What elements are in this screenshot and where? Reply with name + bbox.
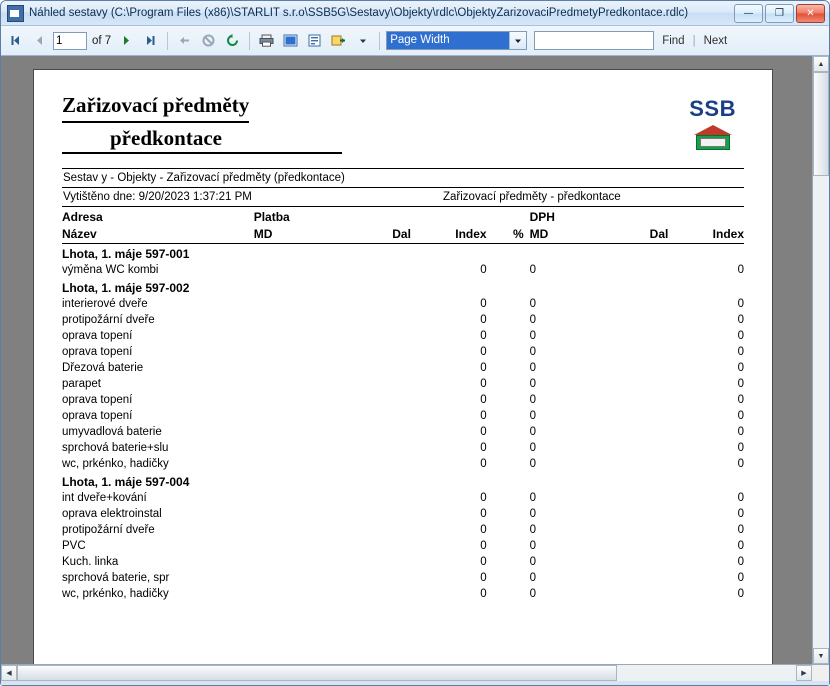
cell-dal	[331, 426, 411, 438]
company-logo	[689, 92, 744, 153]
header-index: Index	[455, 227, 487, 242]
cell-gap	[487, 314, 506, 326]
cell-name: oprava topení	[62, 330, 133, 343]
cell-index: 0	[480, 492, 487, 505]
chevron-down-icon	[359, 37, 367, 45]
cell-md	[254, 264, 331, 276]
cell-index-vat: 0	[737, 492, 745, 505]
maximize-button[interactable]	[765, 4, 794, 23]
cell-name: parapet	[62, 378, 102, 391]
cell-dal-vat	[588, 524, 668, 536]
cell-index-vat: 0	[737, 524, 745, 537]
application-icon	[7, 5, 24, 22]
header-md-vat: MD	[529, 227, 549, 242]
table-row	[62, 408, 744, 424]
preview-toolbar	[1, 26, 829, 56]
stop-icon	[202, 34, 215, 47]
table-row	[62, 376, 744, 392]
cell-name: oprava topení	[62, 394, 133, 407]
cell-md	[254, 330, 331, 342]
group-row: Lhota, 1. máje 597-001	[62, 247, 190, 262]
zoom-dropdown-arrow[interactable]	[509, 32, 526, 49]
print-icon	[259, 34, 274, 47]
logo-text: SSB	[689, 96, 736, 121]
cell-name: PVC	[62, 540, 86, 553]
cell-dal	[331, 540, 411, 552]
header-dal-vat: Dal	[649, 227, 669, 242]
table-row	[62, 296, 744, 312]
cell-gap	[487, 298, 506, 310]
cell-name: sprchová baterie, spr	[62, 572, 170, 585]
cell-index-vat: 0	[737, 346, 745, 359]
cell-index-vat: 0	[737, 314, 745, 327]
cell-pct	[505, 524, 524, 536]
cell-name: protipožární dveře	[62, 524, 155, 537]
title-bar	[1, 1, 829, 26]
cell-index-vat: 0	[737, 458, 745, 471]
cell-md	[254, 298, 331, 310]
cell-pct	[505, 556, 524, 568]
cell-gap	[487, 330, 506, 342]
cell-gap	[487, 588, 506, 600]
cell-md-vat: 0	[529, 362, 537, 375]
cell-md	[254, 346, 331, 358]
cell-dal-vat	[588, 556, 668, 568]
cell-dal-vat	[588, 426, 668, 438]
report-header	[62, 92, 744, 154]
cell-gap	[487, 508, 506, 520]
table-row	[62, 538, 744, 554]
cell-pct	[505, 410, 524, 422]
cell-md-vat: 0	[529, 264, 537, 277]
cell-index: 0	[480, 426, 487, 439]
cell-dal-vat	[588, 346, 668, 358]
cell-dal	[331, 556, 411, 568]
table-row	[62, 456, 744, 472]
table-header-row-2	[62, 226, 744, 244]
report-page	[33, 69, 773, 664]
cell-gap	[487, 556, 506, 568]
cell-gap	[487, 572, 506, 584]
horizontal-scrollbar[interactable]	[1, 664, 829, 681]
cell-dal-vat	[588, 330, 668, 342]
cell-index-vat: 0	[737, 588, 745, 601]
group-row: Lhota, 1. máje 597-002	[62, 281, 190, 296]
page-layout-button[interactable]	[280, 30, 301, 51]
cell-gap	[487, 426, 506, 438]
cell-pct	[505, 362, 524, 374]
cell-index-vat: 0	[737, 298, 745, 311]
cell-index-vat: 0	[737, 572, 745, 585]
first-page-icon	[9, 34, 22, 47]
cell-index-vat: 0	[737, 426, 745, 439]
cell-md	[254, 378, 331, 390]
page-setup-icon	[307, 34, 322, 47]
table-row	[62, 440, 744, 456]
cell-dal	[331, 524, 411, 536]
cell-dal-vat	[588, 314, 668, 326]
cell-index: 0	[480, 264, 487, 277]
page-layout-icon	[283, 34, 298, 47]
cell-dal-vat	[588, 572, 668, 584]
cell-dal	[331, 588, 411, 600]
window-controls	[734, 4, 827, 23]
house-icon	[693, 125, 733, 153]
cell-md-vat: 0	[529, 330, 537, 343]
cell-dal	[331, 410, 411, 422]
cell-md	[254, 458, 331, 470]
cell-dal	[331, 264, 411, 276]
cell-pct	[505, 426, 524, 438]
cell-index-vat: 0	[737, 378, 745, 391]
cell-index: 0	[480, 410, 487, 423]
cell-gap	[487, 378, 506, 390]
cell-gap	[487, 394, 506, 406]
cell-pct	[505, 540, 524, 552]
table-row	[62, 490, 744, 506]
cell-dal	[331, 346, 411, 358]
previous-page-button[interactable]	[29, 30, 50, 51]
stop-button[interactable]	[198, 30, 219, 51]
cell-dal-vat	[588, 588, 668, 600]
previous-page-icon	[33, 34, 46, 47]
cell-md-vat: 0	[529, 572, 537, 585]
cell-dal	[331, 298, 411, 310]
report-title-line1: Zařizovací předměty	[62, 92, 249, 123]
cell-index-vat: 0	[737, 330, 745, 343]
cell-gap	[487, 442, 506, 454]
table-row	[62, 554, 744, 570]
cell-md	[254, 572, 331, 584]
zoom-combobox[interactable]	[386, 31, 527, 50]
cell-md-vat: 0	[529, 492, 537, 505]
header-vat: DPH	[529, 210, 555, 225]
cell-index-vat: 0	[737, 410, 745, 423]
table-row	[62, 262, 744, 278]
cell-md-vat: 0	[529, 540, 537, 553]
cell-md-vat: 0	[529, 314, 537, 327]
cell-gap	[487, 540, 506, 552]
table-row	[62, 392, 744, 408]
find-next-button[interactable]: Next	[703, 34, 728, 47]
cell-dal-vat	[588, 492, 668, 504]
report-breadcrumb-row	[62, 168, 744, 187]
page-number-input[interactable]	[53, 32, 87, 50]
cell-dal-vat	[588, 458, 668, 470]
cell-dal	[331, 378, 411, 390]
close-icon: ✕	[806, 8, 815, 19]
maximize-icon: ❐	[775, 8, 784, 19]
cell-pct	[505, 492, 524, 504]
last-page-button[interactable]	[140, 30, 161, 51]
cell-name: protipožární dveře	[62, 314, 155, 327]
page-setup-button[interactable]	[304, 30, 325, 51]
cell-dal	[331, 394, 411, 406]
cell-index: 0	[480, 362, 487, 375]
cell-gap	[487, 492, 506, 504]
toolbar-divider: |	[692, 34, 696, 47]
export-dropdown-button[interactable]	[352, 30, 373, 51]
cell-index-vat: 0	[737, 442, 745, 455]
cell-dal	[331, 492, 411, 504]
table-row	[62, 570, 744, 586]
scroll-up-button[interactable]: ▲	[813, 56, 829, 72]
cell-index: 0	[480, 524, 487, 537]
cell-md-vat: 0	[529, 394, 537, 407]
cell-index: 0	[480, 540, 487, 553]
table-body	[62, 244, 744, 602]
export-icon	[331, 34, 346, 47]
cell-dal	[331, 508, 411, 520]
cell-pct	[505, 298, 524, 310]
header-index-vat: Index	[712, 227, 745, 242]
window-title: Náhled sestavy (C:\Program Files (x86)\STARLIT s.r.o\SSB5G\Sestavy\Objekty\rdlc\ObjektyZarizovaciPredmetyPredkontace.rdlc)	[29, 7, 689, 19]
table-row	[62, 586, 744, 602]
cell-pct	[505, 346, 524, 358]
minimize-icon: —	[743, 8, 754, 19]
cell-md-vat: 0	[529, 508, 537, 521]
cell-name: sprchová baterie+slu	[62, 442, 169, 455]
export-button[interactable]	[328, 30, 349, 51]
cell-gap	[487, 410, 506, 422]
cell-index: 0	[480, 442, 487, 455]
cell-md-vat: 0	[529, 588, 537, 601]
cell-md-vat: 0	[529, 426, 537, 439]
cell-gap	[487, 362, 506, 374]
refresh-button[interactable]	[222, 30, 243, 51]
cell-gap	[487, 264, 506, 276]
cell-name: Kuch. linka	[62, 556, 119, 569]
report-printed-row	[62, 187, 744, 206]
cell-index-vat: 0	[737, 508, 745, 521]
status-bar	[1, 681, 829, 685]
scroll-down-button[interactable]: ▼	[813, 648, 829, 664]
cell-md	[254, 492, 331, 504]
cell-gap	[487, 524, 506, 536]
report-subtitle: Zařizovací předměty - předkontace	[443, 191, 621, 204]
cell-index: 0	[480, 394, 487, 407]
cell-pct	[505, 330, 524, 342]
header-payment: Platba	[253, 210, 290, 225]
table-row	[62, 506, 744, 522]
cell-md-vat: 0	[529, 524, 537, 537]
document-viewport	[1, 56, 829, 664]
cell-md	[254, 524, 331, 536]
cell-name: wc, prkénko, hadičky	[62, 458, 169, 471]
header-md: MD	[253, 227, 273, 242]
find-input[interactable]	[534, 31, 654, 50]
cell-md	[254, 410, 331, 422]
cell-name: oprava topení	[62, 410, 133, 423]
cell-index: 0	[480, 378, 487, 391]
group-row: Lhota, 1. máje 597-004	[62, 475, 190, 490]
next-page-icon	[120, 34, 133, 47]
cell-md-vat: 0	[529, 442, 537, 455]
cell-dal-vat	[588, 394, 668, 406]
cell-dal	[331, 458, 411, 470]
cell-index: 0	[480, 330, 487, 343]
horizontal-scroll-thumb[interactable]	[17, 665, 617, 681]
horizontal-scroll-track[interactable]	[17, 665, 796, 681]
first-page-button[interactable]	[5, 30, 26, 51]
cell-dal-vat	[588, 264, 668, 276]
breadcrumb: Sestav y - Objekty - Zařizovací předměty (předkontace)	[63, 172, 345, 185]
cell-md-vat: 0	[529, 298, 537, 311]
cell-md-vat: 0	[529, 378, 537, 391]
find-button[interactable]: Find	[662, 34, 685, 47]
cell-md	[254, 588, 331, 600]
cell-pct	[505, 508, 524, 520]
cell-md	[254, 508, 331, 520]
back-button[interactable]	[174, 30, 195, 51]
cell-index-vat: 0	[737, 540, 745, 553]
cell-index: 0	[480, 458, 487, 471]
cell-dal	[331, 314, 411, 326]
cell-md	[254, 394, 331, 406]
cell-dal	[331, 362, 411, 374]
cell-md-vat: 0	[529, 556, 537, 569]
cell-pct	[505, 394, 524, 406]
cell-name: int dveře+kování	[62, 492, 147, 505]
cell-dal-vat	[588, 442, 668, 454]
chevron-down-icon	[514, 37, 522, 45]
cell-pct	[505, 264, 524, 276]
cell-pct	[505, 378, 524, 390]
cell-name: výměna WC kombi	[62, 264, 159, 277]
table-row	[62, 424, 744, 440]
table-row	[62, 328, 744, 344]
last-page-icon	[144, 34, 157, 47]
table-row	[62, 522, 744, 538]
vertical-scroll-thumb[interactable]	[813, 72, 829, 176]
cell-dal-vat	[588, 378, 668, 390]
report-title	[62, 92, 342, 154]
refresh-icon	[226, 34, 240, 47]
cell-pct	[505, 442, 524, 454]
cell-name: umyvadlová baterie	[62, 426, 162, 439]
cell-dal	[331, 442, 411, 454]
document-scroll-area[interactable]	[1, 56, 812, 664]
scrollbar-corner	[812, 665, 829, 682]
cell-dal	[331, 572, 411, 584]
cell-dal-vat	[588, 508, 668, 520]
cell-md	[254, 556, 331, 568]
header-pct: %	[512, 227, 524, 242]
page-count-label: of 7	[92, 34, 112, 47]
zoom-value: Page Width	[387, 32, 509, 49]
cell-index-vat: 0	[737, 394, 745, 407]
cell-pct	[505, 572, 524, 584]
cell-md	[254, 426, 331, 438]
toolbar-separator-2	[249, 32, 250, 50]
cell-gap	[487, 346, 506, 358]
header-dal: Dal	[392, 227, 411, 242]
print-button[interactable]	[256, 30, 277, 51]
cell-name: interierové dveře	[62, 298, 148, 311]
cell-md	[254, 314, 331, 326]
cell-index: 0	[480, 572, 487, 585]
toolbar-separator-1	[167, 32, 168, 50]
close-button[interactable]	[796, 4, 825, 23]
cell-pct	[505, 458, 524, 470]
cell-pct	[505, 588, 524, 600]
cell-index: 0	[480, 508, 487, 521]
cell-md-vat: 0	[529, 410, 537, 423]
cell-index: 0	[480, 314, 487, 327]
minimize-button[interactable]	[734, 4, 763, 23]
table-row	[62, 344, 744, 360]
cell-index: 0	[480, 588, 487, 601]
cell-index-vat: 0	[737, 362, 745, 375]
report-title-line2: předkontace	[62, 125, 342, 155]
cell-dal-vat	[588, 362, 668, 374]
table-row	[62, 312, 744, 328]
header-address: Adresa	[62, 210, 103, 225]
table-row	[62, 360, 744, 376]
cell-index: 0	[480, 346, 487, 359]
table-header-row-1	[62, 206, 744, 226]
cell-index: 0	[480, 298, 487, 311]
cell-md	[254, 442, 331, 454]
back-icon	[178, 34, 192, 47]
cell-dal-vat	[588, 298, 668, 310]
cell-name: Dřezová baterie	[62, 362, 144, 375]
vertical-scroll-track[interactable]	[813, 72, 829, 648]
cell-md-vat: 0	[529, 346, 537, 359]
cell-md	[254, 540, 331, 552]
cell-md	[254, 362, 331, 374]
toolbar-separator-3	[379, 32, 380, 50]
cell-pct	[505, 314, 524, 326]
cell-gap	[487, 458, 506, 470]
cell-index-vat: 0	[737, 556, 745, 569]
cell-dal	[331, 330, 411, 342]
scroll-right-button[interactable]: ▶	[796, 665, 812, 681]
scroll-left-button[interactable]: ◀	[1, 665, 17, 681]
cell-name: wc, prkénko, hadičky	[62, 588, 169, 601]
header-name: Název	[62, 227, 97, 242]
cell-dal-vat	[588, 410, 668, 422]
printed-timestamp: Vytištěno dne: 9/20/2023 1:37:21 PM	[63, 191, 252, 204]
cell-index-vat: 0	[737, 264, 745, 277]
vertical-scrollbar[interactable]	[812, 56, 829, 664]
cell-name: oprava topení	[62, 346, 133, 359]
cell-dal-vat	[588, 540, 668, 552]
cell-name: oprava elektroinstal	[62, 508, 162, 521]
next-page-button[interactable]	[116, 30, 137, 51]
cell-index: 0	[480, 556, 487, 569]
cell-md-vat: 0	[529, 458, 537, 471]
